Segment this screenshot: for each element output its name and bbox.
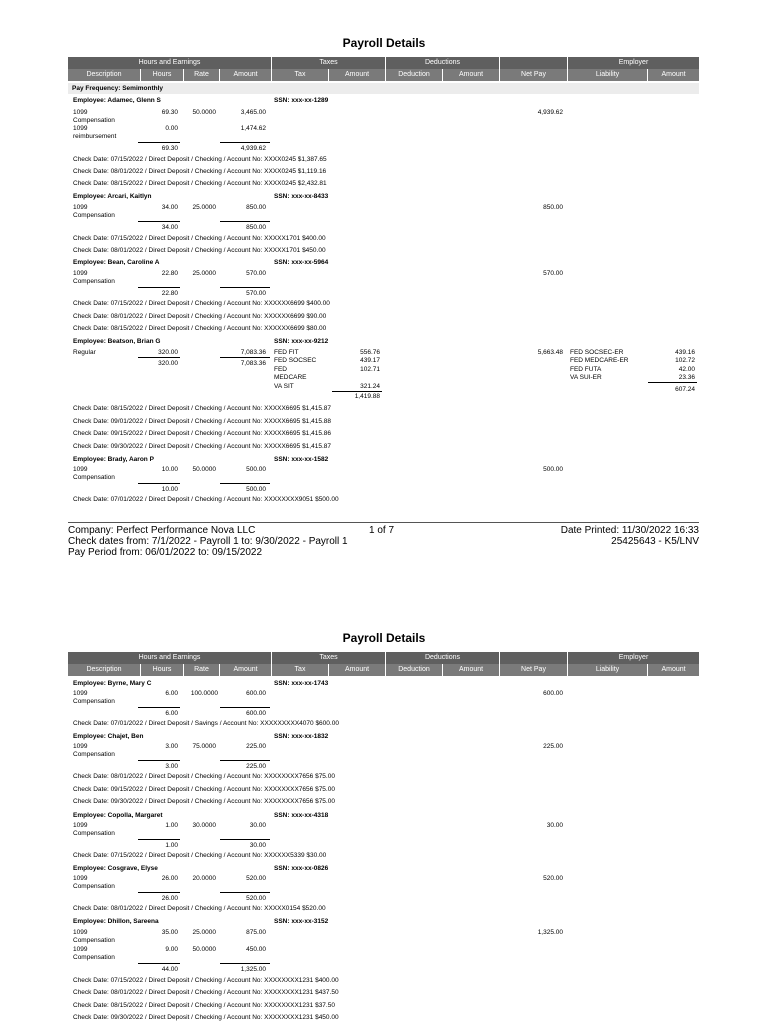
col-description: Description [86,71,122,78]
tax-name: FED [274,366,287,373]
earning-hours: 26.00 [161,875,178,882]
group-taxes: Taxes [271,57,385,69]
check-line: Check Date: 08/01/2022 / Direct Deposit / Checking / Account No: XXXXX0154 $520.00 [73,905,326,912]
col-employer-amount: Amount [647,69,699,81]
total-underline [138,221,180,222]
check-line: Check Date: 09/01/2022 / Direct Deposit / Checking / Account No: XXXXX6695 $1,415.88 [73,418,331,425]
total-underline [138,707,180,708]
col-employer-amount: Amount [647,664,699,676]
col-net-pay: Net Pay [499,69,567,81]
earning-description: 1099 Compensation [73,204,115,219]
net-pay: 570.00 [543,270,563,277]
header-column-row [68,69,699,81]
employee-ssn: SSN: xxx-xx-4318 [274,812,329,819]
total-hours: 69.30 [161,145,178,152]
earning-hours: 0.00 [165,125,178,132]
total-hours: 320.00 [158,360,178,367]
earning-rate: 25.0000 [192,270,216,277]
net-pay: 600.00 [543,690,563,697]
footer-code: 25425643 - K5/LNV [611,536,699,547]
total-hours: 6.00 [165,710,178,717]
tax-name: MEDCARE [274,374,307,381]
employee-ssn: SSN: xxx-xx-1743 [274,680,329,687]
footer-divider [68,522,699,523]
total-underline [648,382,697,383]
earning-amount: 850.00 [246,204,266,211]
employee-ssn: SSN: xxx-xx-9212 [274,338,329,345]
earning-hours: 10.00 [161,466,178,473]
tax-total: 1,419.88 [354,393,380,400]
total-underline [220,287,270,288]
earning-rate: 50.0000 [192,946,216,953]
total-underline [220,963,270,964]
col-liability: Liability [567,664,647,676]
group-employer: Employer [567,57,699,69]
total-underline [138,963,180,964]
net-pay: 4,939.62 [537,109,563,116]
employer-amount: 102.72 [675,357,695,364]
employer-total: 607.24 [675,386,695,393]
tax-name: FED SOCSEC [274,357,317,364]
total-hours: 3.00 [165,763,178,770]
earning-description: 1099 Compensation [73,109,115,124]
page-title: Payroll Details [342,631,426,645]
employer-liability: FED FUTA [570,366,602,373]
check-line: Check Date: 09/30/2022 / Direct Deposit / Checking / Account No: XXXXX6695 $1,415.87 [73,443,331,450]
group-hours-earnings: Hours and Earnings [138,654,201,661]
tax-amount: 556.76 [360,349,380,356]
group-net [499,57,567,69]
earning-amount: 875.00 [246,929,266,936]
earning-hours: 3.00 [165,743,178,750]
col-deduction: Deduction [385,69,442,81]
col-rate: Rate [183,664,219,676]
employee-ssn: SSN: xxx-xx-5964 [274,259,329,266]
col-amount: Amount [219,664,271,676]
earning-description: 1099 Compensation [73,822,115,837]
earning-rate: 75.0000 [192,743,216,750]
earning-rate: 20.0000 [192,875,216,882]
earning-description: 1099 Compensation [73,270,115,285]
group-net [499,652,567,664]
col-amount: Amount [219,69,271,81]
total-amount: 520.00 [246,895,266,902]
total-amount: 30.00 [249,842,266,849]
group-taxes: Taxes [271,652,385,664]
net-pay: 1,325.00 [537,929,563,936]
pay-frequency: Pay Frequency: Semimonthly [68,83,699,94]
check-line: Check Date: 08/15/2022 / Direct Deposit / Checking / Account No: XXXX0245 $2,432.81 [73,180,327,187]
check-line: Check Date: 08/01/2022 / Direct Deposit / Checking / Account No: XXXXXX6699 $90.00 [73,313,327,320]
total-underline [138,142,180,143]
employee-name: Employee: Brady, Aaron P [73,456,154,463]
total-underline [220,142,270,143]
col-description: Description [86,666,122,673]
check-line: Check Date: 08/15/2022 / Direct Deposit / Checking / Account No: XXXXXXXX1231 $37.50 [73,1002,335,1009]
col-net-pay: Net Pay [499,664,567,676]
earning-hours: 69.30 [161,109,178,116]
earning-description: 1099 Compensation [73,466,115,481]
earning-hours: 22.80 [161,270,178,277]
col-deduction-amount: Amount [442,69,499,81]
total-underline [220,892,270,893]
earning-hours: 320.00 [158,349,178,356]
earning-hours: 1.00 [165,822,178,829]
tax-amount: 321.24 [360,383,380,390]
footer-company: Company: Perfect Performance Nova LLC [68,525,256,536]
header-group-row [68,652,699,664]
footer-date-printed: Date Printed: 11/30/2022 16:33 [560,525,699,536]
total-underline [220,483,270,484]
header-column-row [68,664,699,676]
earning-description: 1099 reimbursement [73,125,117,140]
net-pay: 850.00 [543,204,563,211]
total-underline [138,760,180,761]
check-line: Check Date: 07/15/2022 / Direct Deposit / Checking / Account No: XXXXXXXX1231 $400.00 [73,977,339,984]
earning-amount: 450.00 [246,946,266,953]
employer-liability: FED MEDCARE-ER [570,357,629,364]
net-pay: 30.00 [546,822,563,829]
employee-ssn: SSN: xxx-xx-0826 [274,865,329,872]
earning-amount: 520.00 [246,875,266,882]
employer-liability: FED SOCSEC-ER [570,349,624,356]
employee-name: Employee: Beatson, Brian G [73,338,161,345]
employee-name: Employee: Copolla, Margaret [73,812,163,819]
employer-liability: VA SUI-ER [570,374,602,381]
header-group-row [68,57,699,69]
employee-ssn: SSN: xxx-xx-8433 [274,193,329,200]
check-line: Check Date: 07/15/2022 / Direct Deposit / Checking / Account No: XXXXXX6699 $400.00 [73,300,330,307]
total-underline [138,287,180,288]
group-hours-earnings: Hours and Earnings [138,59,201,66]
total-amount: 570.00 [246,290,266,297]
total-underline [138,483,180,484]
page-title: Payroll Details [342,36,426,50]
earning-hours: 35.00 [161,929,178,936]
check-line: Check Date: 08/01/2022 / Direct Deposit / Checking / Account No: XXXX0245 $1,119.16 [73,168,327,175]
check-line: Check Date: 07/15/2022 / Direct Deposit / Checking / Account No: XXXXX1701 $400.00 [73,235,326,242]
col-hours: Hours [140,69,183,81]
total-underline [220,839,270,840]
footer-check-dates: Check dates from: 7/1/2022 - Payroll 1 to: 9/30/2022 - Payroll 1 [68,536,348,547]
total-hours: 26.00 [161,895,178,902]
group-deductions: Deductions [385,652,499,664]
earning-amount: 600.00 [246,690,266,697]
total-amount: 500.00 [246,486,266,493]
employee-ssn: SSN: xxx-xx-1832 [274,733,329,740]
tax-name: FED FIT [274,349,299,356]
total-hours: 34.00 [161,224,178,231]
check-line: Check Date: 09/30/2022 / Direct Deposit / Checking / Account No: XXXXXXXX7656 $75.00 [73,798,335,805]
check-line: Check Date: 07/15/2022 / Direct Deposit / Checking / Account No: XXXX0245 $1,387.65 [73,156,327,163]
earning-description: 1099 Compensation [73,743,115,758]
check-line: Check Date: 08/01/2022 / Direct Deposit / Checking / Account No: XXXXXXXX7656 $75.00 [73,773,335,780]
earning-description: 1099 Compensation [73,946,115,961]
check-line: Check Date: 09/15/2022 / Direct Deposit / Checking / Account No: XXXXXXXX7656 $75.00 [73,786,335,793]
check-line: Check Date: 08/01/2022 / Direct Deposit / Checking / Account No: XXXXXXXX1231 $437.50 [73,989,339,996]
employee-name: Employee: Dhillon, Sareena [73,918,159,925]
tax-name: VA SIT [274,383,294,390]
earning-amount: 1,474.62 [240,125,266,132]
col-deduction-amount: Amount [442,664,499,676]
earning-rate: 25.0000 [192,929,216,936]
col-tax-amount: Amount [328,664,385,676]
earning-amount: 500.00 [246,466,266,473]
footer-pay-period: Pay Period from: 06/01/2022 to: 09/15/2022 [68,547,263,558]
earning-hours: 34.00 [161,204,178,211]
group-deductions: Deductions [385,57,499,69]
employee-name: Employee: Cosgrave, Elyse [73,865,158,872]
col-tax: Tax [271,69,328,81]
total-underline [138,892,180,893]
check-line: Check Date: 07/01/2022 / Direct Deposit / Savings / Account No: XXXXXXXXX4070 $600.00 [73,720,339,727]
earning-rate: 50.0000 [192,109,216,116]
employee-name: Employee: Bean, Caroline A [73,259,160,266]
col-tax-amount: Amount [328,69,385,81]
employee-name: Employee: Byrne, Mary C [73,680,152,687]
col-liability: Liability [567,69,647,81]
check-line: Check Date: 08/15/2022 / Direct Deposit / Checking / Account No: XXXXXX6699 $80.00 [73,325,327,332]
net-pay: 5,663.48 [537,349,563,356]
check-line: Check Date: 07/01/2022 / Direct Deposit / Checking / Account No: XXXXXXXX9051 $500.00 [73,496,339,503]
employee-ssn: SSN: xxx-xx-3152 [274,918,329,925]
earning-amount: 7,083.36 [240,349,266,356]
employer-amount: 42.00 [678,366,695,373]
total-underline [220,760,270,761]
total-hours: 44.00 [161,966,178,973]
check-line: Check Date: 09/30/2022 / Direct Deposit / Checking / Account No: XXXXXXXX1231 $450.00 [73,1014,339,1021]
table-header [68,652,699,676]
col-tax: Tax [271,664,328,676]
total-amount: 7,083.36 [240,360,266,367]
total-underline [138,357,180,358]
earning-hours: 6.00 [165,690,178,697]
total-underline [332,391,382,392]
total-underline [220,221,270,222]
earning-rate: 50.0000 [192,466,216,473]
total-hours: 22.80 [161,290,178,297]
net-pay: 225.00 [543,743,563,750]
check-line: Check Date: 09/15/2022 / Direct Deposit / Checking / Account No: XXXXX6695 $1,415.86 [73,430,331,437]
total-amount: 225.00 [246,763,266,770]
earning-amount: 225.00 [246,743,266,750]
earning-description: Regular [73,349,96,356]
total-amount: 850.00 [246,224,266,231]
employee-ssn: SSN: xxx-xx-1289 [274,97,329,104]
col-hours: Hours [140,664,183,676]
total-underline [220,707,270,708]
earning-amount: 3,465.00 [240,109,266,116]
total-amount: 1,325.00 [240,966,266,973]
check-line: Check Date: 07/15/2022 / Direct Deposit / Checking / Account No: XXXXXX5339 $30.00 [73,852,327,859]
earning-description: 1099 Compensation [73,690,115,705]
earning-rate: 30.0000 [192,822,216,829]
group-employer: Employer [567,652,699,664]
check-line: Check Date: 08/15/2022 / Direct Deposit / Checking / Account No: XXXXX6695 $1,415.87 [73,405,331,412]
employee-name: Employee: Arcari, Kaitlyn [73,193,152,200]
employee-ssn: SSN: xxx-xx-1582 [274,456,329,463]
col-deduction: Deduction [385,664,442,676]
earning-amount: 570.00 [246,270,266,277]
employee-name: Employee: Adamec, Glenn S [73,97,161,104]
footer-page-number: 1 of 7 [369,525,395,536]
earning-description: 1099 Compensation [73,875,115,890]
check-line: Check Date: 08/01/2022 / Direct Deposit / Checking / Account No: XXXXX1701 $450.00 [73,247,326,254]
total-underline [220,357,270,358]
net-pay: 500.00 [543,466,563,473]
earning-rate: 25.0000 [192,204,216,211]
col-rate: Rate [183,69,219,81]
total-amount: 600.00 [246,710,266,717]
earning-amount: 30.00 [249,822,266,829]
tax-amount: 439.17 [360,357,380,364]
total-hours: 10.00 [161,486,178,493]
tax-amount: 102.71 [360,366,380,373]
employee-name: Employee: Chajet, Ben [73,733,144,740]
earning-rate: 100.0000 [190,690,218,697]
employer-amount: 23.36 [678,374,695,381]
employer-amount: 439.16 [675,349,695,356]
total-underline [138,839,180,840]
total-amount: 4,939.62 [240,145,266,152]
earning-hours: 9.00 [165,946,178,953]
net-pay: 520.00 [543,875,563,882]
total-hours: 1.00 [165,842,178,849]
table-header [68,57,699,81]
earning-description: 1099 Compensation [73,929,115,944]
